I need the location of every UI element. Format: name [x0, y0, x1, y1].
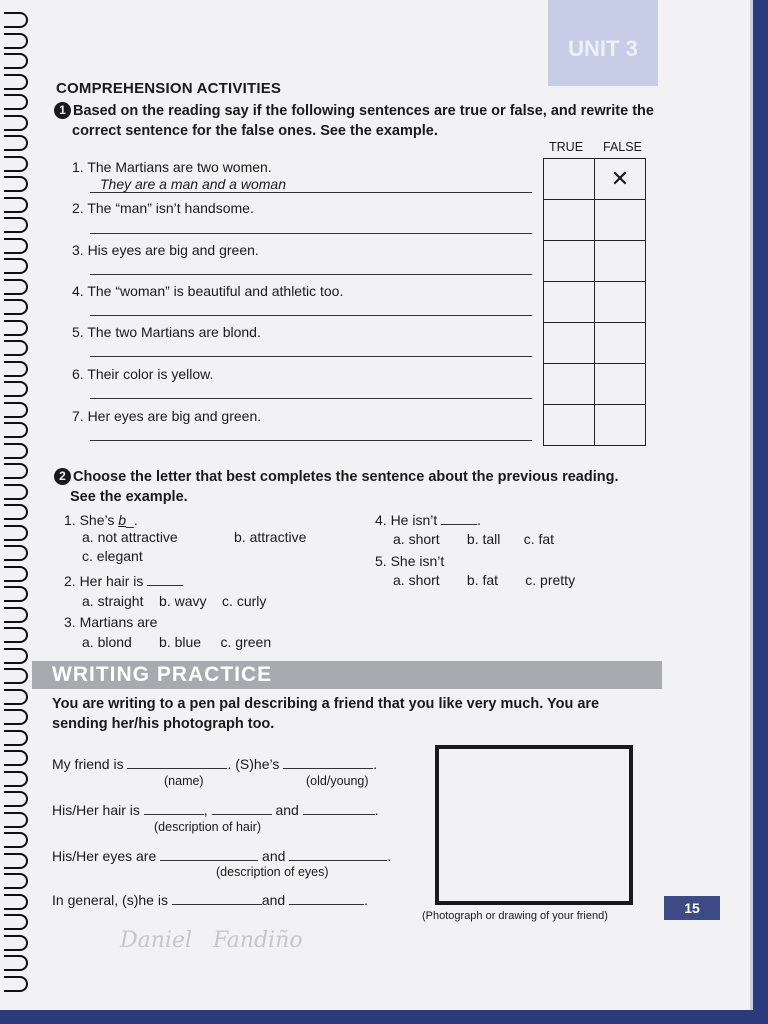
spiral-ring [4, 812, 28, 828]
writing-row-eyes: His/Her eyes are and . [52, 848, 392, 864]
spiral-ring [4, 853, 28, 869]
photo-caption: (Photograph or drawing of your friend) [422, 910, 608, 922]
writing-row-hair: His/Her hair is , and . [52, 802, 379, 818]
question-3: 3. Martians are [64, 614, 158, 630]
spiral-ring [4, 791, 28, 807]
spiral-ring [4, 156, 28, 172]
spiral-ring [4, 135, 28, 151]
spiral-ring [4, 873, 28, 889]
answer-line[interactable] [90, 315, 532, 316]
true-cell[interactable] [544, 241, 595, 282]
spiral-ring [4, 340, 28, 356]
spiral-ring [4, 299, 28, 315]
options-5[interactable]: a. short b. fat c. pretty [393, 572, 576, 588]
false-cell[interactable]: ✕ [595, 159, 646, 200]
spiral-ring [4, 176, 28, 192]
spiral-ring [4, 484, 28, 500]
true-cell[interactable] [544, 405, 595, 446]
statement-4: 4. The “woman” is beautiful and athletic too. [72, 283, 344, 299]
false-column-header: FALSE [603, 140, 642, 154]
writing-practice-banner: WRITING PRACTICE [32, 661, 662, 689]
label-hair: (description of hair) [154, 820, 261, 834]
spiral-ring [4, 463, 28, 479]
statement-1: 1. The Martians are two women. [72, 159, 272, 175]
statement-5: 5. The two Martians are blond. [72, 324, 261, 340]
true-false-grid [543, 158, 646, 446]
question-5: 5. She isn’t [375, 553, 445, 569]
spiral-ring [4, 709, 28, 725]
spiral-ring [4, 238, 28, 254]
label-name: (name) [164, 774, 204, 788]
page-number: 15 [664, 896, 720, 920]
true-cell[interactable] [544, 364, 595, 405]
answer-line[interactable] [90, 356, 532, 357]
label-age: (old/young) [306, 774, 369, 788]
option-1a[interactable]: a. not attractive [82, 529, 178, 545]
spiral-ring [4, 894, 28, 910]
false-cell[interactable] [595, 405, 646, 446]
spiral-ring [4, 668, 28, 684]
exercise-number-badge: 1 [54, 102, 71, 119]
spiral-ring [4, 771, 28, 787]
writing-row-name: My friend is . (S)he’s . [52, 756, 378, 772]
spiral-ring [4, 627, 28, 643]
spiral-ring [4, 422, 28, 438]
age-blank[interactable] [283, 768, 373, 769]
spiral-ring [4, 750, 28, 766]
question-1: 1. She’s b_. [64, 512, 138, 528]
question-4: 4. He isn’t . [375, 512, 482, 528]
spiral-ring [4, 545, 28, 561]
handwritten-name-watermark: Daniel Fandiño [120, 928, 303, 953]
label-eyes: (description of eyes) [216, 865, 329, 879]
spiral-ring [4, 730, 28, 746]
spiral-ring [4, 976, 28, 992]
false-cell[interactable] [595, 323, 646, 364]
option-1b[interactable]: b. attractive [234, 529, 307, 545]
spiral-ring [4, 402, 28, 418]
spiral-ring [4, 525, 28, 541]
spiral-ring [4, 689, 28, 705]
answer-line[interactable] [90, 398, 532, 399]
false-cell[interactable] [595, 200, 646, 241]
true-cell[interactable] [544, 282, 595, 323]
exercise2-instruction: 2 Choose the letter that best completes the sentence about the previous reading. See the example. [54, 467, 618, 507]
options-2[interactable]: a. straight b. wavy c. curly [82, 593, 267, 609]
spiral-ring [4, 12, 28, 28]
spiral-ring [4, 443, 28, 459]
spiral-ring [4, 504, 28, 520]
section-heading: COMPREHENSION ACTIVITIES [56, 80, 282, 97]
spiral-ring [4, 914, 28, 930]
spiral-ring [4, 935, 28, 951]
spiral-ring [4, 94, 28, 110]
question-2: 2. Her hair is [64, 573, 183, 589]
spiral-ring [4, 566, 28, 582]
statement-6: 6. Their color is yellow. [72, 366, 214, 382]
spiral-ring [4, 648, 28, 664]
spiral-ring [4, 607, 28, 623]
spiral-ring [4, 955, 28, 971]
exercise-number-badge: 2 [54, 468, 71, 485]
spiral-ring [4, 33, 28, 49]
spiral-ring [4, 53, 28, 69]
example-choice: b [118, 512, 127, 528]
writing-instruction: You are writing to a pen pal describing a friend that you like very much. You are sending her/his photograph too. [52, 696, 600, 732]
unit-tab: UNIT 3 [548, 0, 658, 86]
spiral-ring [4, 361, 28, 377]
spiral-ring [4, 217, 28, 233]
false-cell[interactable] [595, 364, 646, 405]
spiral-ring [4, 258, 28, 274]
spiral-ring [4, 381, 28, 397]
option-1c[interactable]: c. elegant [82, 548, 143, 564]
answer-line[interactable] [90, 192, 532, 193]
true-cell[interactable] [544, 323, 595, 364]
exercise1-instruction: 1 Based on the reading say if the following sentences are true or false, and rewrite the correct sentence for the false ones. See the example. [54, 101, 654, 141]
writing-row-general: In general, (s)he is and . [52, 892, 368, 908]
photo-frame[interactable] [435, 745, 633, 905]
spiral-ring [4, 115, 28, 131]
false-cell[interactable] [595, 282, 646, 323]
options-3[interactable]: a. blond b. blue c. green [82, 634, 272, 650]
spiral-ring [4, 832, 28, 848]
statement-2: 2. The “man” isn’t handsome. [72, 200, 254, 216]
statement-7: 7. Her eyes are big and green. [72, 408, 262, 424]
example-answer: They are a man and a woman [100, 176, 286, 192]
false-cell[interactable] [595, 241, 646, 282]
spiral-ring [4, 197, 28, 213]
true-cell[interactable] [544, 159, 595, 200]
spiral-ring [4, 74, 28, 90]
answer-line[interactable] [90, 440, 532, 441]
spiral-ring [4, 279, 28, 295]
answer-line[interactable] [90, 274, 532, 275]
true-column-header: TRUE [549, 140, 584, 154]
name-blank[interactable] [127, 768, 227, 769]
spiral-ring [4, 320, 28, 336]
spiral-binding [0, 0, 34, 1010]
answer-line[interactable] [90, 233, 532, 234]
spiral-ring [4, 586, 28, 602]
statement-3: 3. His eyes are big and green. [72, 242, 259, 258]
options-4[interactable]: a. short b. tall c. fat [393, 531, 555, 547]
true-cell[interactable] [544, 200, 595, 241]
